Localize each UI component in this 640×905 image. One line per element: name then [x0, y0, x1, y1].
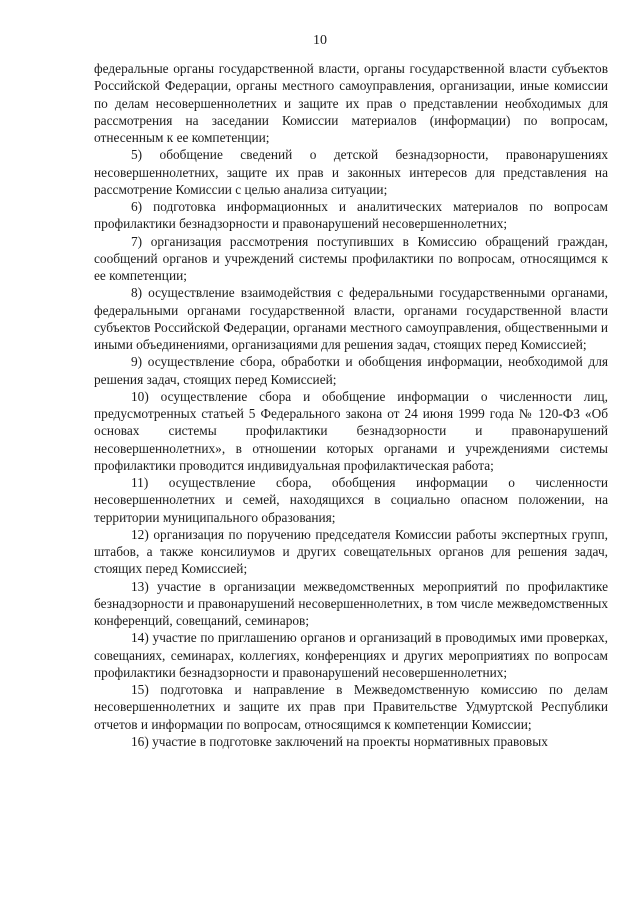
- paragraph: 9) осуществление сбора, обработки и обобщения информации, необходимой для решения задач, стоящих перед Комиссией;: [94, 354, 608, 387]
- paragraph: 15) подготовка и направление в Межведомственную комиссию по делам несовершеннолетних и защите их прав при Правительстве Удмуртской Республики отчетов и информации по вопросам, относящимся к компетенции Комиссии;: [94, 682, 608, 732]
- paragraph: 10) осуществление сбора и обобщение информации о численности лиц, предусмотренных статьей 5 Федерального закона от 24 июня 1999 года № 120-ФЗ «Об основах системы профилактики безнадзорности и правонарушений несовершеннолетних», в отношении которых органами и учреждениями системы профилактики проводится индивидуальная профилактическая работа;: [94, 388, 608, 473]
- page-number: 10: [313, 33, 327, 48]
- paragraph: 5) обобщение сведений о детской безнадзорности, правонарушениях несовершеннолетних, защите их прав и законных интересов для представления на рассмотрение Комиссии с целью анализа ситуации;: [94, 147, 608, 197]
- paragraph: 7) организация рассмотрения поступивших в Комиссию обращений граждан, сообщений органов и учреждений системы профилактики по вопросам, относящимся к ее компетенции;: [94, 233, 608, 283]
- paragraph: федеральные органы государственной власти, органы государственной власти субъектов Российской Федерации, органы местного самоуправления, организации, иные комиссии по делам несовершеннолетних и защите их прав о представлении необходимых для рассмотрения на заседании Комиссии материалов (информации) по вопросам, отнесенным к ее компетенции;: [94, 61, 608, 145]
- paragraph: 14) участие по приглашению органов и организаций в проводимых ими проверках, совещаниях, семинарах, коллегиях, конференциях и других мероприятиях по вопросам профилактики безнадзорности и правонарушений несовершеннолетних;: [94, 630, 608, 680]
- paragraph: 16) участие в подготовке заключений на проекты нормативных правовых: [131, 733, 548, 749]
- paragraph: 8) осуществление взаимодействия с федеральными государственными органами, федеральными органами государственной власти, органами государственной власти субъектов Российской Федерации, органами местного самоуправления, общественными и иными объединениями, организациями для решения задач, стоящих перед Комиссией;: [94, 285, 608, 352]
- paragraph: 11) осуществление сбора, обобщения информации о численности несовершеннолетних и семей, находящихся в социально опасном положении, на территории муниципального образования;: [94, 475, 608, 525]
- paragraph: 6) подготовка информационных и аналитических материалов по вопросам профилактики безнадзорности и правонарушений несовершеннолетних;: [94, 199, 608, 232]
- paragraph: 12) организация по поручению председателя Комиссии работы экспертных групп, штабов, а также консилиумов и других совещательных органов для решения задач, стоящих перед Комиссией;: [94, 526, 608, 577]
- paragraph: 13) участие в организации межведомственных мероприятий по профилактике безнадзорности и правонарушений несовершеннолетних, в том числе межведомственных конференций, совещаний, семинаров;: [94, 578, 608, 628]
- document-body: [94, 60, 608, 750]
